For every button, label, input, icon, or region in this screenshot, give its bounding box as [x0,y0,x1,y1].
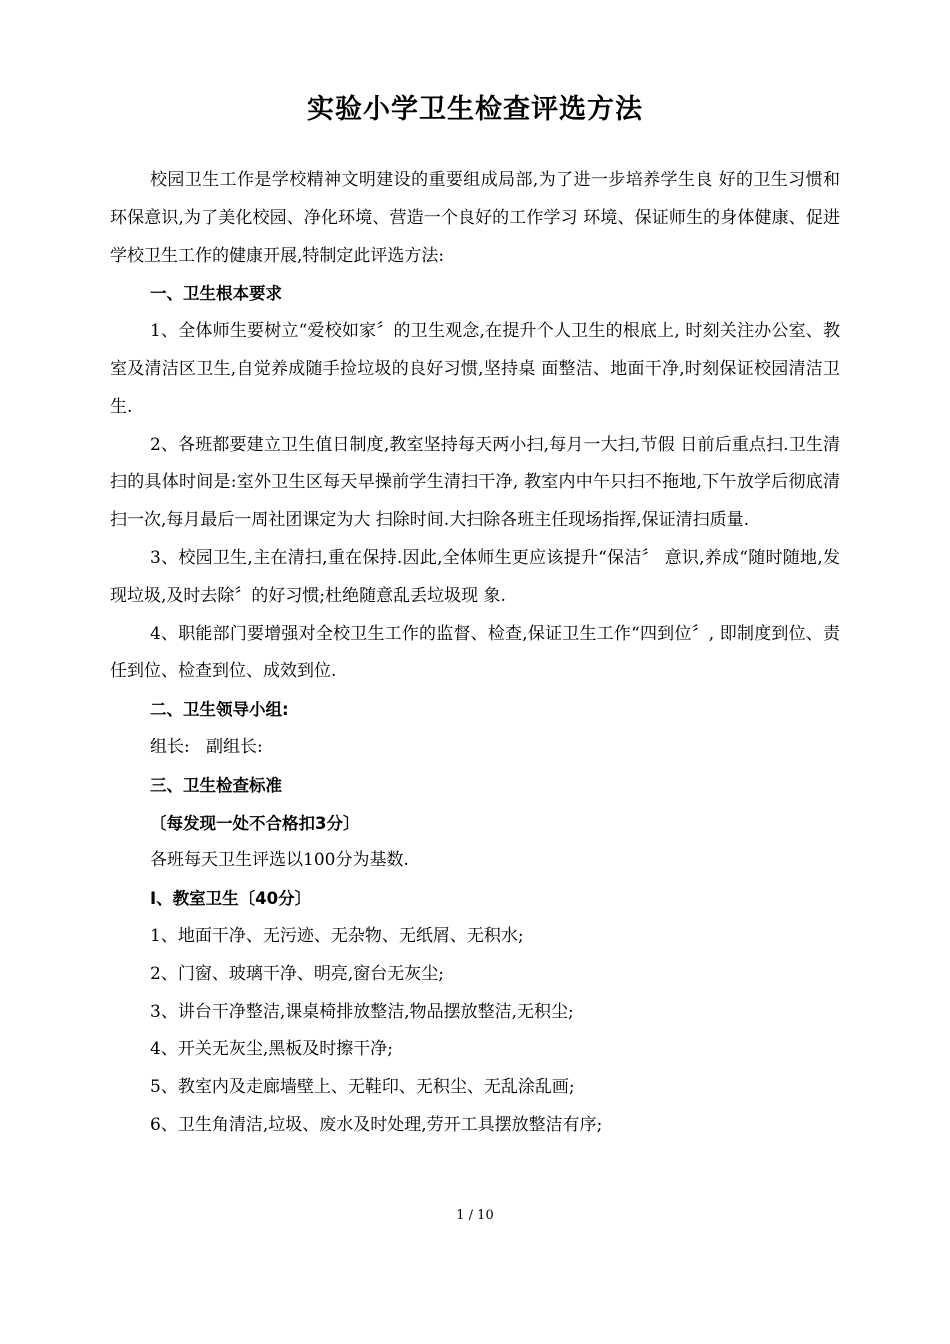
document-title: 实验小学卫生检查评选方法 [307,94,643,125]
part1-item-1: 1、地面干净、无污迹、无杂物、无纸屑、无积水; [150,925,524,946]
section1-item-2: 2、各班都要建立卫生值日制度,教室坚持每天两小扫,每月一大扫,节假 日前后重点扫.卫生清扫的具体时间是:室外卫生区每天早操前学生清扫干净, 教室内中午只扫不拖地,下午放学后彻底清扫一次,每月最后一周社团课定为大 扫除时间.大扫除各班主任现场指挥,保证清扫质量. [110,434,840,531]
section1-heading: 一、卫生根本要求 [150,284,282,304]
section1-item-1: 1、全体师生要树立“爱校如家〞的卫生观念,在提升个人卫生的根底上, 时刻关注办公室、教室及清洁区卫生,自觉养成随手捡垃圾的良好习惯,坚持桌 面整洁、地面干净,时刻保证校园清洁卫生. [110,321,840,417]
section3-base-line: 各班每天卫生评选以100分为基数. [150,850,409,871]
intro-paragraph: 校园卫生工作是学校精神文明建设的重要组成局部,为了进一步培养学生良 好的卫生习惯和环保意识,为了美化校园、净化环境、营造一个良好的工作学习 环境、保证师生的身体健康、促进学校卫生工作的健康开展,特制定此评选方法: [110,170,840,266]
section3-subheading: 〔每发现一处不合格扣3分〕 [150,813,360,833]
section3-heading: 三、卫生检查标准 [150,775,282,795]
document-body [110,162,840,1145]
section2-leaders-line: 组长: 副组长: [150,736,263,757]
part1-item-2: 2、门窗、玻璃干净、明亮,窗台无灰尘; [150,963,444,984]
section1-item-4: 4、职能部门要增强对全校卫生工作的监督、检查,保证卫生工作“四到位〞, 即制度到位、责任到位、检查到位、成效到位. [110,623,840,682]
part1-item-4: 4、开关无灰尘,黑板及时擦干净; [150,1039,393,1060]
section1-item-3: 3、校园卫生,主在清扫,重在保持.因此,全体师生更应该提升“保洁〞 意识,养成“随时随地,发现垃圾,及时去除〞的好习惯;杜绝随意乱丢垃圾现 象. [110,547,840,606]
part1-item-3: 3、讲台干净整洁,课桌椅排放整洁,物品摆放整洁,无积尘; [150,1001,574,1022]
part1-item-6: 6、卫生角清洁,垃圾、废水及时处理,劳开工具摆放整洁有序; [150,1114,603,1135]
page-number: 1 / 10 [456,1208,494,1223]
section3-part1-heading: I、教室卫生〔40分〕 [150,889,312,909]
section2-heading: 二、卫生领导小组: [150,700,289,720]
part1-item-5: 5、教室内及走廊墙壁上、无鞋印、无积尘、无乱涂乱画; [150,1077,575,1098]
